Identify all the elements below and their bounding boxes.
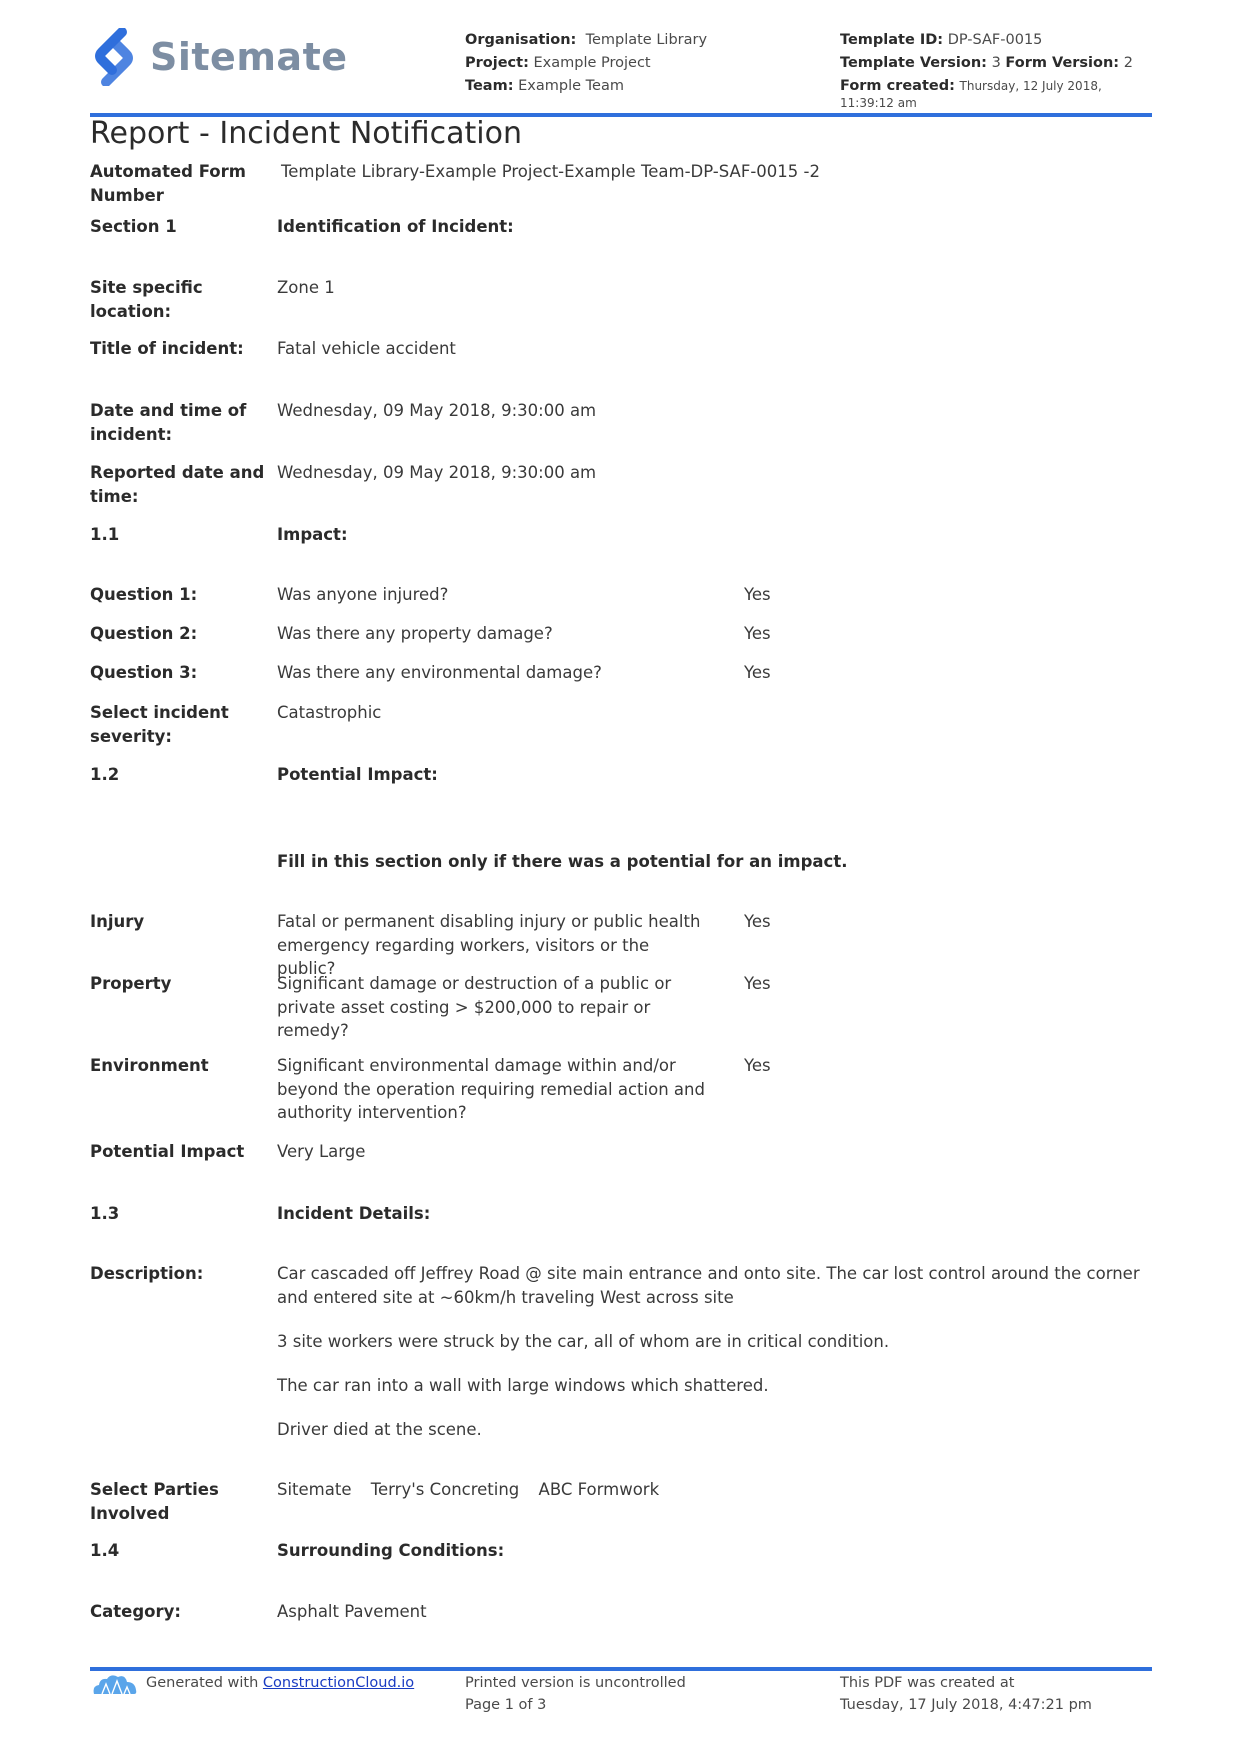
- team-label: Team:: [465, 78, 514, 94]
- question-text: Was anyone injured?: [277, 585, 449, 604]
- party-item: ABC Formwork: [538, 1480, 660, 1499]
- incident-datetime-label: Date and time of incident:: [90, 401, 247, 444]
- description-paragraph: The car ran into a wall with large windows which shattered.: [277, 1375, 769, 1395]
- category-value: Asphalt Pavement: [277, 1602, 427, 1621]
- potential-item-text: Significant environmental damage within and/or beyond the operation requiring remedial action and authority intervention?: [277, 1056, 705, 1122]
- severity-label: Select incident severity:: [90, 703, 229, 746]
- template-version-value: 3: [991, 55, 1001, 71]
- reported-datetime-value: Wednesday, 09 May 2018, 9:30:00 am: [277, 463, 597, 482]
- section-1-1-heading: Impact:: [277, 525, 348, 544]
- form-number-label: Automated Form Number: [90, 162, 246, 205]
- footer-pdf-info: [840, 1672, 1092, 1716]
- question-text: Was there any property damage?: [277, 624, 553, 643]
- party-item: Sitemate: [277, 1480, 352, 1499]
- description-body: [277, 1262, 1147, 1462]
- question-label: Question 3:: [90, 663, 198, 682]
- question-answer: Yes: [744, 663, 771, 682]
- construction-cloud-icon: [90, 1672, 140, 1696]
- site-location-value: Zone 1: [277, 278, 335, 297]
- project-label: Project:: [465, 55, 529, 71]
- form-created-value: Thursday, 12 July 2018, 11:39:12 am: [840, 79, 1102, 110]
- description-label: Description:: [90, 1264, 204, 1283]
- incident-title-label: Title of incident:: [90, 339, 244, 358]
- template-id-label: Template ID:: [840, 32, 944, 48]
- header-project-info: [465, 29, 707, 98]
- organisation-label: Organisation:: [465, 32, 577, 48]
- section-1-heading: Identification of Incident:: [277, 217, 514, 236]
- section-1-2-heading: Potential Impact:: [277, 765, 438, 784]
- printed-note: Printed version is uncontrolled: [465, 1675, 686, 1691]
- team-value: Example Team: [518, 78, 624, 94]
- potential-item-answer: Yes: [744, 1056, 771, 1075]
- potential-item-label: Injury: [90, 912, 145, 931]
- footer-divider: [90, 1667, 1152, 1671]
- severity-value: Catastrophic: [277, 703, 382, 722]
- sitemate-logo: [92, 28, 348, 86]
- form-number-value: Template Library-Example Project-Example Team-DP-SAF-0015 -2: [281, 162, 820, 181]
- parties-values: [277, 1478, 1147, 1502]
- category-label: Category:: [90, 1602, 181, 1621]
- pdf-created-label: This PDF was created at: [840, 1675, 1015, 1691]
- potential-impact-note: Fill in this section only if there was a potential for an impact.: [277, 852, 848, 871]
- question-answer: Yes: [744, 585, 771, 604]
- footer-generated: [90, 1672, 414, 1696]
- section-1-3-label: 1.3: [90, 1204, 120, 1223]
- form-version-value: 2: [1123, 55, 1133, 71]
- question-label: Question 1:: [90, 585, 198, 604]
- potential-item-answer: Yes: [744, 912, 771, 931]
- section-1-1-label: 1.1: [90, 525, 120, 544]
- question-label: Question 2:: [90, 624, 198, 643]
- potential-item-label: Environment: [90, 1056, 209, 1075]
- incident-title-value: Fatal vehicle accident: [277, 339, 456, 358]
- party-item: Terry's Concreting: [370, 1480, 520, 1499]
- question-answer: Yes: [744, 624, 771, 643]
- potential-item-answer: Yes: [744, 974, 771, 993]
- footer-print-info: [465, 1672, 686, 1716]
- template-version-label: Template Version:: [840, 55, 987, 71]
- question-text: Was there any environmental damage?: [277, 663, 602, 682]
- section-1-2-label: 1.2: [90, 765, 120, 784]
- section-1-4-label: 1.4: [90, 1541, 120, 1560]
- generated-prefix: Generated with: [146, 1675, 259, 1691]
- reported-datetime-label: Reported date and time:: [90, 463, 265, 506]
- section-1-4-heading: Surrounding Conditions:: [277, 1541, 505, 1560]
- potential-item-text: Significant damage or destruction of a public or private asset costing > $200,000 to repair or remedy?: [277, 974, 672, 1040]
- header-template-info: [840, 29, 1140, 112]
- sitemate-logo-mark-icon: [92, 28, 136, 86]
- description-paragraph: Car cascaded off Jeffrey Road @ site main entrance and onto site. The car lost control around the corner and entered site at ~60km/h traveling West across site: [277, 1264, 1140, 1307]
- project-value: Example Project: [533, 55, 651, 71]
- section-1-label: Section 1: [90, 217, 177, 236]
- potential-item-text: Fatal or permanent disabling injury or public health emergency regarding workers, visitors or the public?: [277, 912, 701, 978]
- construction-cloud-link[interactable]: ConstructionCloud.io: [262, 1675, 415, 1691]
- organisation-value: Template Library: [585, 32, 708, 48]
- description-paragraph: 3 site workers were struck by the car, all of whom are in critical condition.: [277, 1331, 890, 1351]
- brand-name: Sitemate: [150, 35, 348, 79]
- parties-label: Select Parties Involved: [90, 1480, 219, 1523]
- document-title: Report - Incident Notification: [90, 116, 522, 151]
- description-paragraph: Driver died at the scene.: [277, 1419, 482, 1439]
- section-1-3-heading: Incident Details:: [277, 1204, 431, 1223]
- page-number: Page 1 of 3: [465, 1697, 547, 1713]
- page-footer: [0, 1672, 1240, 1732]
- page-header: [0, 0, 1240, 118]
- template-id-value: DP-SAF-0015: [947, 32, 1043, 48]
- potential-impact-label: Potential Impact: [90, 1142, 245, 1161]
- site-location-label: Site specific location:: [90, 278, 203, 321]
- potential-item-label: Property: [90, 974, 172, 993]
- form-created-label: Form created:: [840, 78, 955, 94]
- pdf-created-value: Tuesday, 17 July 2018, 4:47:21 pm: [840, 1697, 1092, 1713]
- form-version-label: Form Version:: [1005, 55, 1120, 71]
- incident-datetime-value: Wednesday, 09 May 2018, 9:30:00 am: [277, 401, 597, 420]
- potential-impact-value: Very Large: [277, 1142, 366, 1161]
